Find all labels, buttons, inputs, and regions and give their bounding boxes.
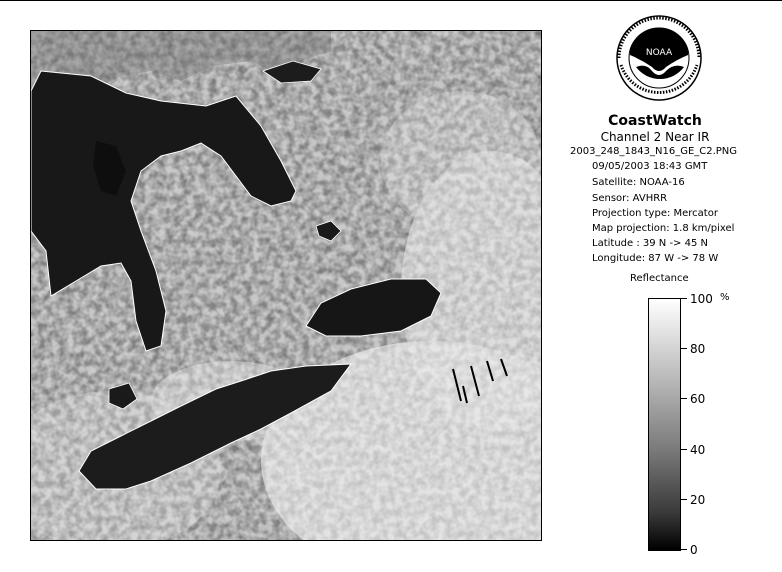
legend-title: Reflectance [630, 273, 689, 284]
top-rule [0, 0, 782, 1]
noaa-logo [616, 15, 702, 101]
logo-text: NOAA [645, 48, 673, 58]
tick-mark [681, 449, 687, 450]
longitude-label: Longitude: 87 W -> 78 W [592, 253, 719, 264]
tick-label: 100 [690, 292, 713, 306]
tick-label: 20 [690, 493, 706, 507]
great-lakes-map [31, 31, 541, 540]
channel-label: Channel 2 Near IR [600, 130, 710, 144]
tick-label: 80 [690, 342, 706, 356]
tick-mark [681, 549, 687, 550]
satellite-label: Satellite: NOAA-16 [592, 177, 685, 188]
brand-title: CoastWatch [608, 113, 702, 129]
tick-mark [681, 348, 687, 349]
sensor-label: Sensor: AVHRR [592, 193, 668, 204]
projection-type-label: Projection type: Mercator [592, 208, 718, 219]
tick-mark [681, 499, 687, 500]
tick-mark [681, 398, 687, 399]
datetime-label: 09/05/2003 18:43 GMT [592, 161, 708, 172]
reflectance-colorbar [648, 298, 681, 551]
tick-mark [681, 298, 687, 299]
satellite-image [30, 30, 542, 541]
tick-label: 0 [690, 543, 698, 557]
tick-label: 60 [690, 392, 706, 406]
tick-label: 40 [690, 443, 706, 457]
filename-label: 2003_248_1843_N16_GE_C2.PNG [570, 146, 738, 157]
legend-unit: % [720, 292, 730, 303]
map-projection-label: Map projection: 1.8 km/pixel [592, 223, 735, 234]
latitude-label: Latitude : 39 N -> 45 N [592, 238, 708, 249]
